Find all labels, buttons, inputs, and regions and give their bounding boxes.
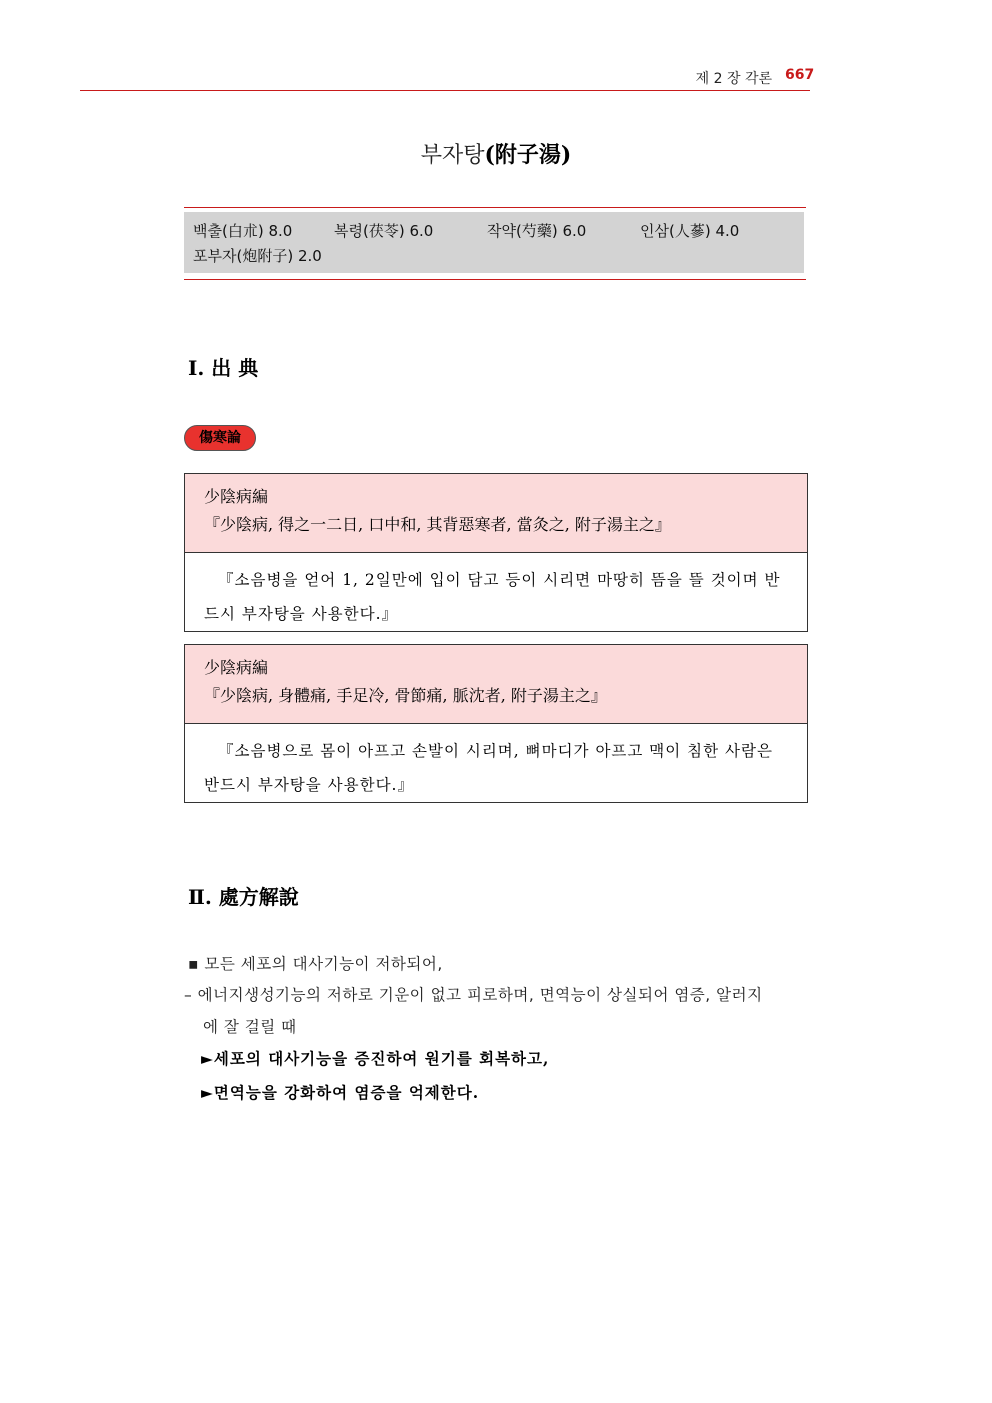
section-heading-source: Ⅰ. 出 典	[188, 356, 259, 380]
quote-block	[184, 473, 808, 632]
title-hangul: 부자탕	[420, 143, 485, 168]
page-number: 667	[785, 67, 815, 83]
quote-chapter: 少陰病編	[204, 487, 269, 506]
quote-translation: 『소음병으로 몸이 아프고 손발이 시리며, 뼈마디가 아프고 맥이 침한 사람은 반드시 부자탕을 사용한다.』	[204, 742, 773, 794]
ingredient-item: 작약(芍藥) 6.0	[487, 222, 587, 240]
quote-original	[185, 645, 807, 724]
ingredient-item: 백출(白朮) 8.0	[193, 222, 293, 240]
ingredient-item: 인삼(人蔘) 4.0	[640, 222, 740, 240]
running-header-chapter: 제 2 장 각론	[695, 71, 772, 87]
explanation-line: ▪ 모든 세포의 대사기능이 저하되어,	[188, 955, 443, 973]
ingredients-top-rule	[184, 207, 806, 208]
quote-block	[184, 644, 808, 803]
explanation-line: 에 잘 걸릴 때	[203, 1018, 297, 1036]
ingredient-item: 복령(茯苓) 6.0	[334, 222, 434, 240]
ingredients-box	[184, 212, 804, 273]
ingredient-item: 포부자(炮附子) 2.0	[193, 247, 322, 265]
title-hanja: (附子湯)	[484, 142, 572, 168]
ingredients-bottom-rule	[184, 279, 806, 280]
section-heading-explanation: Ⅱ. 處方解說	[188, 885, 299, 909]
ingredients-row	[193, 244, 796, 269]
quote-chapter: 少陰病編	[204, 658, 269, 677]
header-divider	[80, 90, 810, 91]
quote-classical-text: 『少陰病, 得之一二日, 口中和, 其背惡寒者, 當灸之, 附子湯主之』	[204, 515, 671, 534]
prescription-title	[0, 138, 992, 169]
ingredients-row	[193, 219, 796, 244]
explanation-effect: ►면역능을 강화하여 염증을 억제한다.	[201, 1083, 480, 1102]
quote-original	[185, 474, 807, 553]
source-badge: 傷寒論	[184, 425, 256, 451]
explanation-line: – 에너지생성기능의 저하로 기운이 없고 피로하며, 면역능이 상실되어 염증, 알러지	[184, 986, 763, 1004]
quote-classical-text: 『少陰病, 身體痛, 手足冷, 骨節痛, 脈沈者, 附子湯主之』	[204, 686, 607, 705]
explanation-effect: ►세포의 대사기능을 증진하여 원기를 회복하고,	[201, 1049, 550, 1068]
quote-translation: 『소음병을 얻어 1, 2일만에 입이 담고 등이 시리면 마땅히 뜸을 뜰 것이며 반드시 부자탕을 사용한다.』	[204, 571, 781, 623]
